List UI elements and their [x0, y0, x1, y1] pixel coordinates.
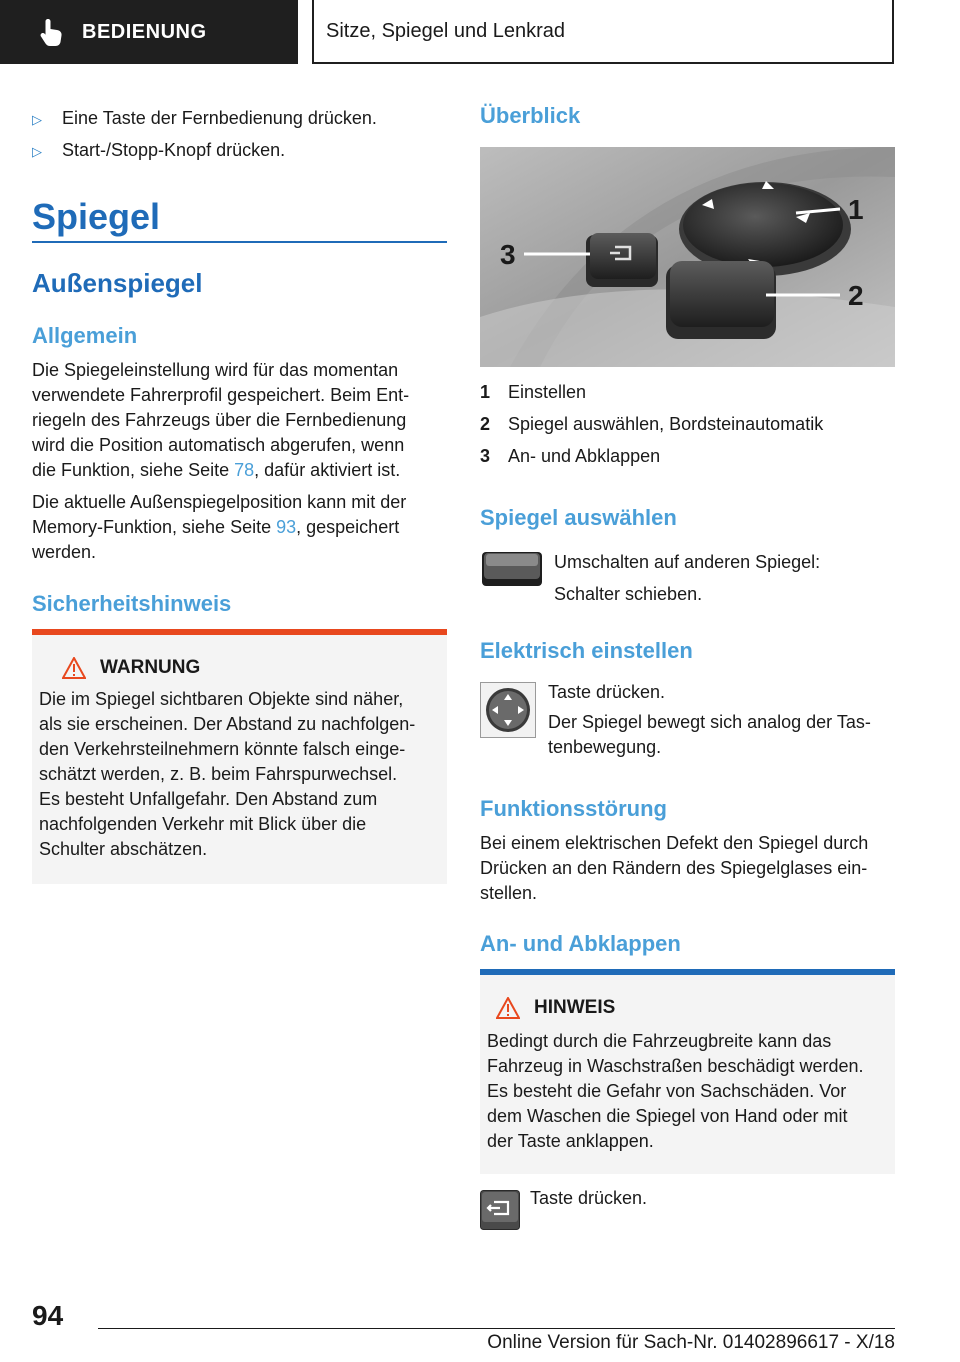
page-number: 94 — [32, 1300, 64, 1331]
footer-rule — [98, 1328, 895, 1329]
auswaehlen-text: Umschalten auf anderen Spiegel: Schalter schieben. — [554, 552, 821, 604]
heading-an-und-abklappen: An- und Abklappen — [480, 931, 681, 956]
page-link[interactable]: 78 — [234, 460, 255, 480]
chapter-title: Sitze, Spiegel und Lenkrad — [326, 19, 566, 42]
hand-pointer-icon — [38, 17, 66, 47]
fold-button-icon — [480, 1190, 520, 1230]
figure-label: 1 — [848, 194, 864, 225]
legend-item: 3 An- und Abklappen — [480, 446, 661, 466]
heading-elektrisch-einstellen: Elektrisch einstellen — [480, 638, 693, 663]
triangle-bullet-icon: ▷ — [32, 112, 42, 127]
legend-item: 1 Einstellen — [480, 382, 587, 402]
heading-sicherheitshinweis: Sicherheitshinweis — [32, 591, 232, 616]
heading-ueberblick: Überblick — [480, 103, 581, 128]
heading-spiegel-auswaehlen: Spiegel auswählen — [480, 505, 677, 530]
hint-box — [480, 969, 895, 1174]
heading-allgemein: Allgemein — [32, 323, 138, 348]
hint-text: Bedingt durch die Fahrzeugbreite kann das Fahrzeug in Waschstraßen beschädigt werden. Es besteht die Gefahr von Sachschäden. Vor dem Waschen die Spiegel von Hand oder mit der Taste anklappen. — [487, 1031, 864, 1151]
selector-switch-icon — [480, 548, 544, 588]
figure-label: 3 — [500, 239, 516, 270]
legend-item: 2 Spiegel auswählen, Bordsteinautomatik — [480, 414, 824, 434]
einstellen-text: Taste drücken. Der Spiegel bewegt sich analog der Tas- tenbewegung. — [548, 682, 871, 757]
triangle-bullet-icon: ▷ — [32, 144, 42, 159]
heading-rule — [32, 241, 447, 243]
chapter-header — [312, 0, 894, 64]
warning-text: Die im Spiegel sichtbaren Objekte sind näher, als sie erscheinen. Der Abstand zu nachfolgen- den Verkehrsteilnehmern könnte falsch einge- schätzt werden, z. B. beim Fahrspurwechsel. Es besteht Unfallgefahr. Den Abstand zum nachfolgenden Verkehr mit Blick über die Schulter abschätzen. — [39, 689, 416, 859]
heading-spiegel: Spiegel — [32, 196, 161, 237]
warning-box — [32, 629, 447, 884]
footer-text: Online Version für Sach-Nr. 01402896617 - X/18 — [487, 1332, 895, 1353]
mirror-controls-figure — [480, 147, 895, 367]
paragraph-allgemein-2: Die aktuelle Außenspiegelposition kann mit der Memory-Funktion, siehe Seite 93, gespeichert werden. — [32, 492, 407, 562]
figure-label: 2 — [848, 280, 864, 311]
section-label: BEDIENUNG — [82, 20, 207, 43]
adjust-knob-icon — [480, 682, 536, 738]
warning-title: WARNUNG — [100, 657, 201, 678]
warning-bar — [32, 629, 447, 635]
warning-triangle-icon — [496, 997, 520, 1019]
hint-title: HINWEIS — [534, 997, 616, 1018]
heading-aussenspiegel: Außenspiegel — [32, 268, 203, 298]
stoerung-text: Bei einem elektrischen Defekt den Spiegel durch Drücken an den Rändern des Spiegelglases ein- stellen. — [480, 833, 869, 903]
hint-bar — [480, 969, 895, 975]
heading-funktionsstoerung: Funktionsstörung — [480, 796, 667, 821]
paragraph-allgemein-1: Die Spiegeleinstellung wird für das momentan verwendete Fahrerprofil gespeichert. Beim Ent- riegeln des Fahrzeugs über die Fernbedienung wird die Position automatisch abgerufen, wenn die Funktion, siehe Seite 78, dafür aktiviert ist. — [32, 360, 410, 480]
warning-triangle-icon — [62, 657, 86, 679]
section-tab — [0, 0, 298, 64]
taste-druecken-text: Taste drücken. — [530, 1188, 648, 1208]
page-link[interactable]: 93 — [276, 517, 297, 537]
